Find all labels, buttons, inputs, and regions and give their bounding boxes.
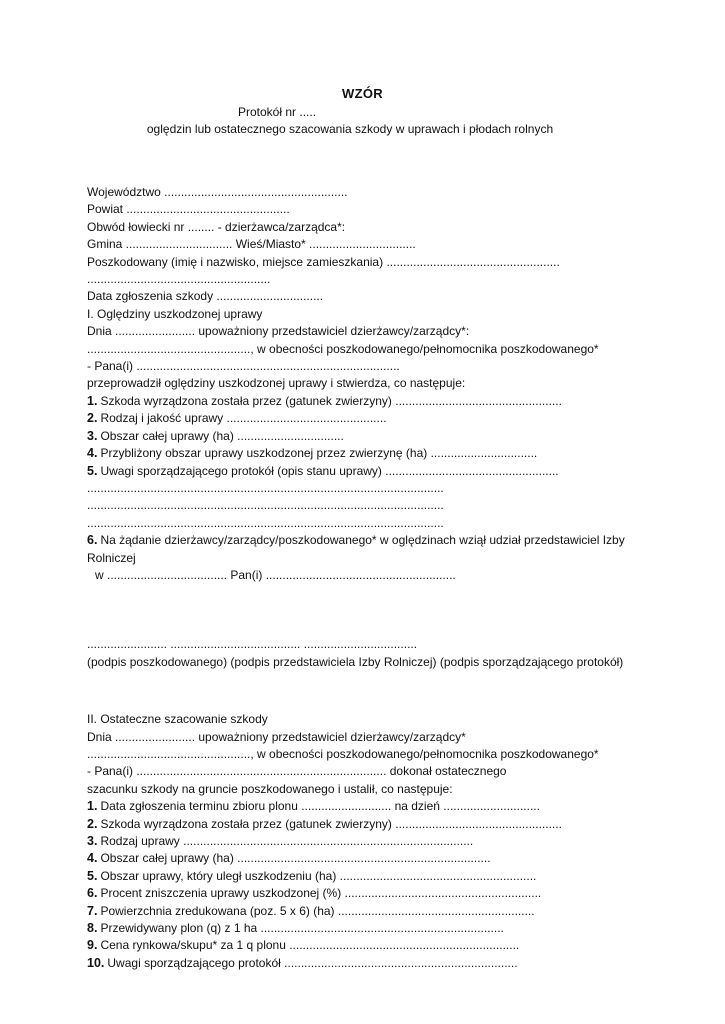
item-text: Obszar całej uprawy (ha) ............................................................................ (100, 851, 491, 866)
section2-item (87, 868, 647, 885)
item-number: 4. (87, 851, 98, 866)
signature-labels: (podpis poszkodowanego) (podpis przedstawiciela Izby Rolniczej) (podpis sporządzającego protokół) (87, 654, 624, 669)
item-text: Obszar uprawy, który uległ uszkodzeniu (ha) ........................................................... (100, 868, 537, 883)
info-line: Obwód łowiecki nr ........ - dzierżawca/zarządca*: (87, 219, 346, 234)
info-line: Gmina ................................ Wieś/Miasto* ................................ (87, 237, 416, 252)
item-text: Procent zniszczenia uprawy uszkodzonej (%) ........................................................... (100, 886, 542, 901)
item-text: Powierzchnia zredukowana (poz. 5 x 6) (ha) ........................................................... (100, 903, 535, 918)
document-subtitle: oględzin lub ostatecznego szacowania szkody w uprawach i płodach rolnych (146, 122, 554, 136)
item-number: 8. (87, 921, 98, 936)
item-number: 9. (87, 938, 98, 953)
info-line: ....................................................... (87, 272, 271, 287)
item-text: Uwagi sporządzającego protokół ...................................................................... (107, 955, 518, 970)
section1-intro: Dnia ........................ upoważniony przedstawiciel dzierżawcy/zarządcy*: (87, 324, 470, 339)
dotted-line: ........................................................................................................... (87, 480, 444, 495)
section1-intro: przeprowadził oględziny uszkodzonej uprawy i stwierdza, co następuje: (87, 376, 466, 391)
section1-item (87, 410, 647, 427)
document-title: WZÓR (342, 86, 383, 101)
dotted-line: ........................................................................................................... (87, 498, 444, 513)
item-text: Przybliżony obszar uprawy uszkodzonej przez zwierzynę (ha) ................................ (100, 446, 538, 461)
item-text: Szkoda wyrządzona została przez (gatunek zwierzyny) .................................................. (100, 816, 562, 831)
protocol-number: Protokół nr ..... (238, 105, 317, 119)
section1-intro: - Pana(i) ............................................................................... (87, 359, 400, 374)
item-number: 2. (87, 411, 98, 426)
info-line: Województwo ....................................................... (87, 185, 348, 199)
section2-intro: - Pana(i) ........................................................................... dokonał ostatecznego (87, 764, 507, 779)
section2-item (87, 833, 647, 850)
item-number: 5. (87, 463, 98, 478)
item-number: 6. (87, 886, 98, 901)
section1-item (87, 445, 647, 462)
item-text: Szkoda wyrządzona została przez (gatunek zwierzyny) .................................................. (100, 393, 562, 408)
section1-item (87, 428, 647, 445)
section2-heading: II. Ostateczne szacowanie szkody (87, 712, 268, 727)
section2-item (87, 920, 647, 937)
section2-item (87, 798, 647, 815)
section2-item (87, 885, 647, 902)
item-number: 7. (87, 903, 98, 918)
item-number: 3. (87, 834, 98, 848)
item-number: 3. (87, 428, 98, 443)
item-text: Obszar całej uprawy (ha) ................................ (100, 428, 344, 443)
item-number: 4. (87, 446, 98, 461)
item-text: Przewidywany plon (q) z 1 ha ......................................................................... (100, 921, 504, 936)
section1-heading: I. Oględziny uszkodzonej uprawy (87, 306, 263, 321)
item-number: 2. (87, 816, 98, 831)
item-text: Uwagi sporządzającego protokół (opis stanu uprawy) .................................................... (100, 463, 559, 478)
item-text: Na żądanie dzierżawcy/zarządcy/poszkodowanego* w oględzinach wziął udział przedstawiciel Izby Rolniczej (87, 533, 625, 565)
section2-item (87, 903, 647, 920)
item-number: 1. (87, 799, 98, 814)
info-line: Poszkodowany (imię i nazwisko, miejsce zamieszkania) .................................................... (87, 254, 560, 269)
section1-item-6 (87, 532, 647, 567)
item-number: 5. (87, 868, 98, 883)
section2-item (87, 937, 647, 954)
section2-intro: szacunku szkody na gruncie poszkodowanego i ustalił, co następuje: (87, 781, 453, 796)
section2-intro: Dnia ........................ upoważniony przedstawiciel dzierżawcy/zarządcy* (87, 729, 466, 744)
section1-item (87, 463, 647, 480)
info-line: Powiat ................................................. (87, 202, 290, 217)
item-number: 1. (87, 393, 98, 408)
section1-item (87, 393, 647, 410)
section2-item (87, 850, 647, 867)
dotted-line: ........................................................................................................... (87, 515, 444, 530)
item-text: Data zgłoszenia terminu zbioru plonu ........................... na dzień ............................. (100, 799, 540, 814)
item-text: Cena rynkowa/skupu* za 1 q plonu ..................................................................... (100, 938, 520, 953)
chamber-line: w .................................... Pan(i) ......................................................... (95, 567, 456, 582)
section2-item (87, 816, 647, 833)
item-number: 10. (87, 955, 105, 970)
document-body (87, 184, 647, 972)
section2-item (87, 955, 647, 972)
section2-intro: ................................................., w obecności poszkodowanego/pełnomocnika poszkodowanego* (87, 746, 599, 761)
item-text: Rodzaj i jakość uprawy ................................................ (100, 411, 387, 426)
section1-intro: ................................................., w obecności poszkodowanego/pełnomocnika poszkodowanego* (87, 341, 599, 356)
item-text: Rodzaj uprawy ....................................................................................... (100, 834, 474, 848)
item-number: 6. (87, 533, 98, 548)
info-line: Data zgłoszenia szkody ................................ (87, 289, 324, 304)
signature-dots: ........................ ....................................... .................................. (87, 637, 418, 652)
